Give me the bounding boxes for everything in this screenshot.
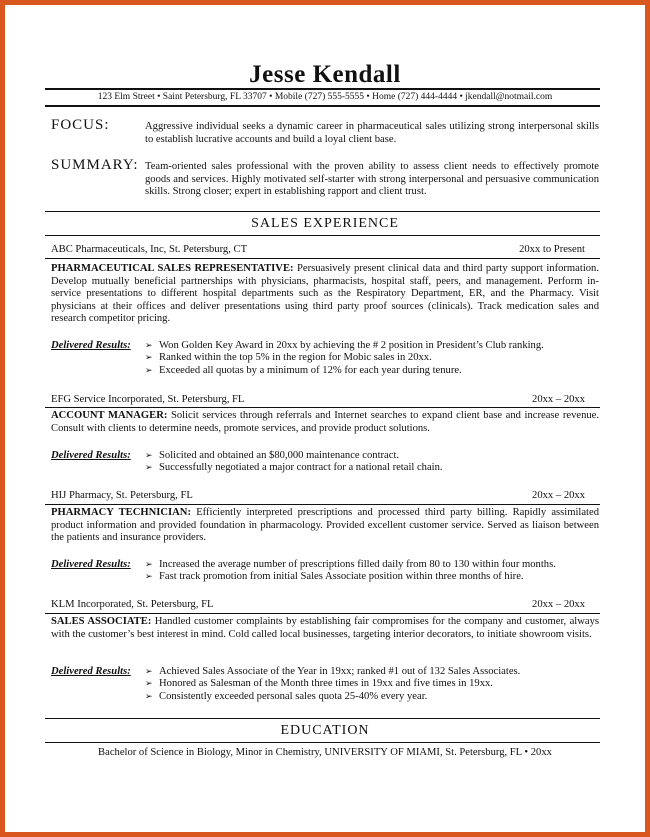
result-item: ➢ Ranked within the top 5% in the region for Mobic sales in 20xx.: [145, 352, 605, 364]
result-item: ➢ Won Golden Key Award in 20xx by achieving the # 2 position in President’s Club ranking.: [145, 340, 605, 352]
education-heading: EDUCATION: [280, 723, 370, 738]
job-4-dates: 20xx – 20xx: [532, 599, 585, 610]
result-item: ➢ Increased the average number of prescriptions filled daily from 80 to 130 within four months.: [145, 559, 605, 571]
focus-label: FOCUS:: [51, 117, 110, 133]
job-1-dates: 20xx to Present: [519, 244, 585, 255]
candidate-name: Jesse Kendall: [249, 61, 401, 88]
job-2-dates: 20xx – 20xx: [532, 394, 585, 405]
job-4-rule: [45, 613, 600, 614]
job-2-results-label: Delivered Results:: [51, 450, 131, 461]
job-2-results: [145, 450, 605, 475]
job-1-results: [145, 340, 605, 377]
header-rule-top: [45, 88, 600, 90]
job-3-rule: [45, 504, 600, 505]
job-2-block: [51, 410, 599, 435]
result-item: ➢ Solicited and obtained an $80,000 maintenance contract.: [145, 450, 605, 462]
job-4-description: Handled customer complaints by establishing fair compromises for the company and customer, always with the customer’s best interest in mind. Cold called local businesses, targeting interior decorators, to initiate showroom visits.: [51, 616, 600, 640]
job-3-dates: 20xx – 20xx: [532, 490, 585, 501]
result-item: ➢ Successfully negotiated a major contract for a national retail chain.: [145, 462, 605, 474]
result-item: ➢ Exceeded all quotas by a minimum of 12% for each year during tenure.: [145, 365, 605, 377]
job-2-employer: EFG Service Incorporated, St. Petersburg, FL: [51, 394, 245, 405]
job-4-block: [51, 616, 599, 641]
resume-page: [5, 5, 645, 832]
job-2-title: ACCOUNT MANAGER:: [51, 410, 168, 421]
job-3-description: Efficiently interpreted prescriptions and processed third party billing. Rapidly assimilated product information and provided foundation in pharmacology. Provided excellent customer service. Served as liaison between the patients and insurance providers.: [51, 507, 600, 544]
result-item: ➢ Honored as Salesman of the Month three times in 19xx and five times in 19xx.: [145, 678, 605, 690]
job-4-results-label: Delivered Results:: [51, 666, 131, 677]
summary-text: Team-oriented sales professional with the proven ability to assess client needs to effectively promote goods and services. Highly motivated self-starter with strong interpersonal and persuasive communication skills. Strong closer; expert in establishing rapport and client trust.: [145, 161, 599, 198]
result-item: ➢ Consistently exceeded personal sales quota 25-40% every year.: [145, 691, 605, 703]
education-rule-top: [45, 718, 600, 719]
job-1-rule: [45, 258, 600, 259]
education-text: Bachelor of Science in Biology, Minor in Chemistry, UNIVERSITY OF MIAMI, St. Petersburg, FL • 20xx: [98, 747, 552, 758]
job-2-rule: [45, 407, 600, 408]
job-1-results-label: Delivered Results:: [51, 340, 131, 351]
result-item: ➢ Fast track promotion from initial Sales Associate position within three months of hire.: [145, 571, 605, 583]
job-1-block: [51, 263, 599, 326]
result-item: ➢ Achieved Sales Associate of the Year in 19xx; ranked #1 out of 132 Sales Associates.: [145, 666, 605, 678]
experience-rule-top: [45, 211, 600, 212]
contact-line: 123 Elm Street • Saint Petersburg, FL 33707 • Mobile (727) 555-5555 • Home (727) 444-4444 • jkendall@notmail.com: [97, 92, 553, 102]
job-2-description: Solicit services through referrals and Internet searches to expand client base and increase revenue. Consult with clients to determine needs, promote services, and provide product solutions.: [51, 410, 600, 434]
summary-label: SUMMARY:: [51, 157, 139, 173]
job-1-title: PHARMACEUTICAL SALES REPRESENTATIVE:: [51, 263, 294, 274]
job-1-employer: ABC Pharmaceuticals, Inc, St. Petersburg, CT: [51, 244, 248, 255]
job-3-results-label: Delivered Results:: [51, 559, 131, 570]
focus-text: Aggressive individual seeks a dynamic career in pharmaceutical sales utilizing strong interpersonal skills to establish lucrative accounts and build a loyal client base.: [145, 121, 599, 145]
education-rule-bottom: [45, 742, 600, 743]
job-4-title: SALES ASSOCIATE:: [51, 616, 152, 627]
job-4-results: [145, 666, 605, 703]
job-3-results: [145, 559, 605, 584]
job-3-title: PHARMACY TECHNICIAN:: [51, 507, 191, 518]
job-4-employer: KLM Incorporated, St. Petersburg, FL: [51, 599, 214, 610]
job-3-employer: HIJ Pharmacy, St. Petersburg, FL: [51, 490, 193, 501]
experience-heading: SALES EXPERIENCE: [251, 216, 399, 231]
experience-rule-bottom: [45, 235, 600, 236]
header-rule-bottom: [45, 105, 600, 107]
job-3-block: [51, 507, 599, 545]
job-1-description: Persuasively present clinical data and third party support information. Develop mutually beneficial partnerships with physicians, pharmacists, hospital staff, peers, and management. Perform in-service presentations to different hospital departments such as the Respiratory Department, ER, and the Pharmacy. Visit physicians at their offices and deliver presentations using third party proof sources (clinicals). Track medication sales and research competitor pricing.: [51, 263, 600, 325]
